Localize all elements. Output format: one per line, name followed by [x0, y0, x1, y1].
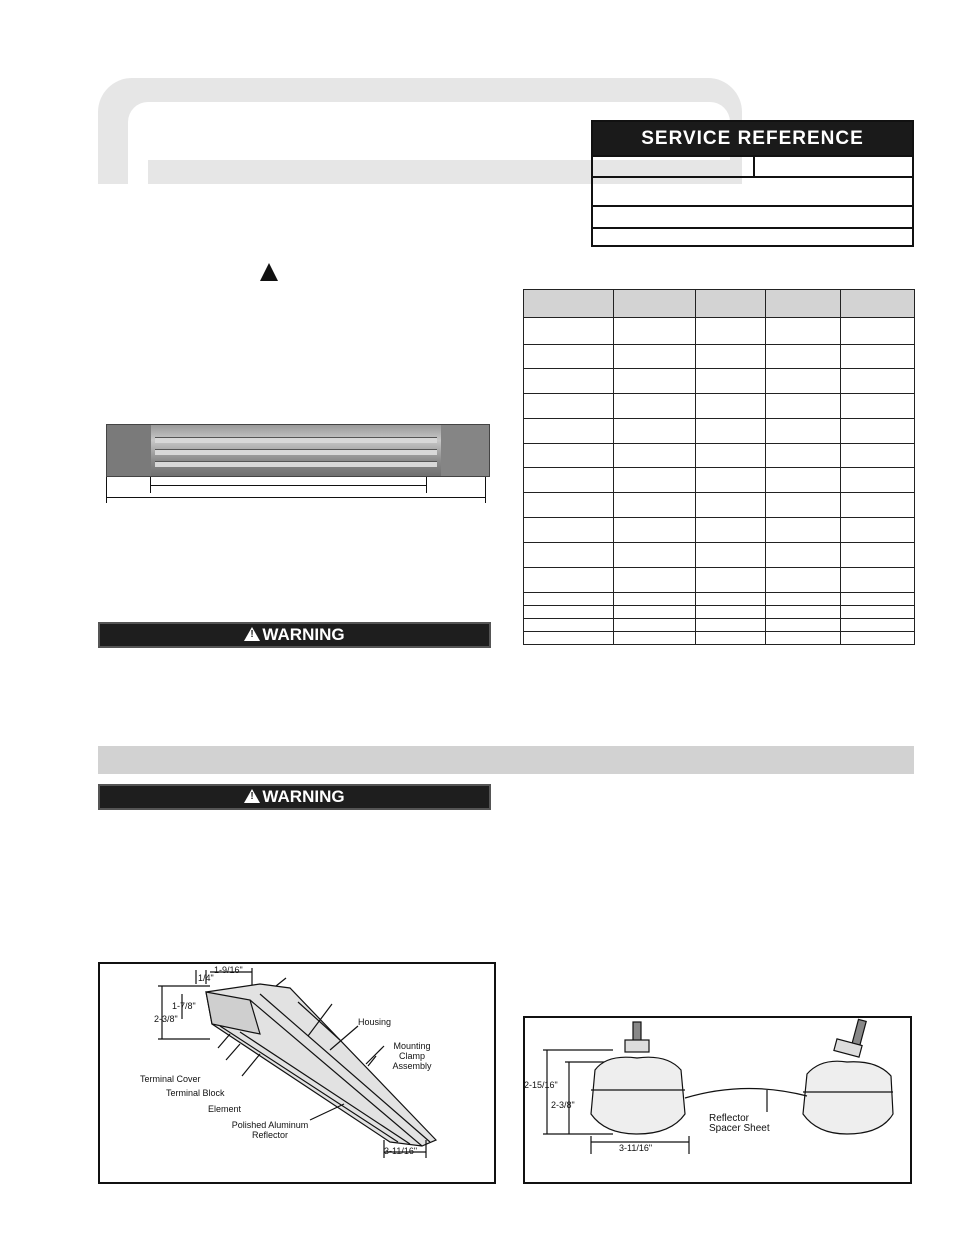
service-reference-divider [753, 157, 755, 176]
warning-icon [244, 789, 260, 803]
warning-icon [244, 627, 260, 641]
spec-table-header [524, 290, 915, 318]
spec-header-cell [524, 290, 614, 318]
dimension-tick [426, 477, 427, 493]
header-bracket-notch [128, 150, 148, 190]
table-row [524, 444, 915, 468]
heater-far-end [441, 425, 489, 476]
service-reference-box [591, 120, 914, 247]
dim-label-2-15-16: 2-15/16" [524, 1080, 558, 1090]
dim-label-2-3-8-right: 2-3/8" [551, 1100, 575, 1110]
spec-header-cell [696, 290, 766, 318]
table-row [524, 318, 915, 345]
spec-header-cell [614, 290, 696, 318]
terminal-cover-label: Terminal Cover [140, 1074, 201, 1084]
warning-label-1: WARNING [262, 625, 345, 644]
table-row [524, 619, 915, 632]
table-row [524, 468, 915, 493]
figure-heater-assembly [98, 962, 496, 1184]
heater-terminal-end [107, 425, 151, 476]
dimension-line-inner [150, 485, 426, 486]
warning-label-2: WARNING [262, 787, 345, 806]
dim-label-2-3-8: 2-3/8" [154, 1014, 178, 1024]
dim-label-1-7-8: 1-7/8" [172, 1001, 196, 1011]
spacer-sheet-label: Reflector Spacer Sheet [709, 1113, 770, 1134]
table-row [524, 369, 915, 394]
service-reference-row-model [593, 155, 912, 176]
terminal-block-label: Terminal Block [166, 1088, 225, 1098]
dim-label-quarter: 1/4" [198, 973, 214, 983]
caution-triangle-icon [260, 263, 278, 281]
table-row [524, 394, 915, 419]
spec-header-cell [841, 290, 915, 318]
table-row [524, 419, 915, 444]
warning-banner-1 [98, 622, 491, 648]
dimension-tick [485, 477, 486, 503]
service-reference-row-phone [593, 227, 912, 245]
element-label: Element [208, 1104, 242, 1114]
table-row [524, 606, 915, 619]
service-reference-row-name [593, 176, 912, 205]
table-row [524, 518, 915, 543]
figure-spacer-assembly [523, 1016, 912, 1184]
service-reference-title: SERVICE REFERENCE [593, 122, 912, 155]
spec-header-cell [766, 290, 841, 318]
heater-element-rod [155, 449, 437, 455]
dim-label-3-11-16: 3-11/16" [384, 1146, 418, 1156]
dim-label-3-11-16-right: 3-11/16" [619, 1143, 653, 1153]
reflector-label: Polished Aluminum Reflector [231, 1120, 309, 1140]
warning-banner-2 [98, 784, 491, 810]
dimension-tick [106, 477, 107, 503]
section-heading-bar [98, 746, 914, 774]
table-row [524, 593, 915, 606]
table-row [524, 568, 915, 593]
dimension-line-overall [106, 497, 485, 498]
dim-label-1-9-16: 1-9/16" [214, 965, 243, 975]
spec-table [523, 289, 915, 645]
table-row [524, 543, 915, 568]
table-row [524, 345, 915, 369]
heater-element-rod [155, 437, 437, 443]
heater-assembly-drawing [100, 964, 494, 1182]
spacer-assembly-drawing [525, 1018, 910, 1182]
table-row [524, 493, 915, 518]
mounting-clamp-label: Mounting Clamp Assembly [392, 1041, 432, 1071]
service-reference-row-address [593, 205, 912, 227]
heater-element-rod [155, 461, 437, 467]
housing-label: Housing [358, 1017, 392, 1027]
heater-photo [106, 424, 490, 477]
table-row [524, 632, 915, 645]
